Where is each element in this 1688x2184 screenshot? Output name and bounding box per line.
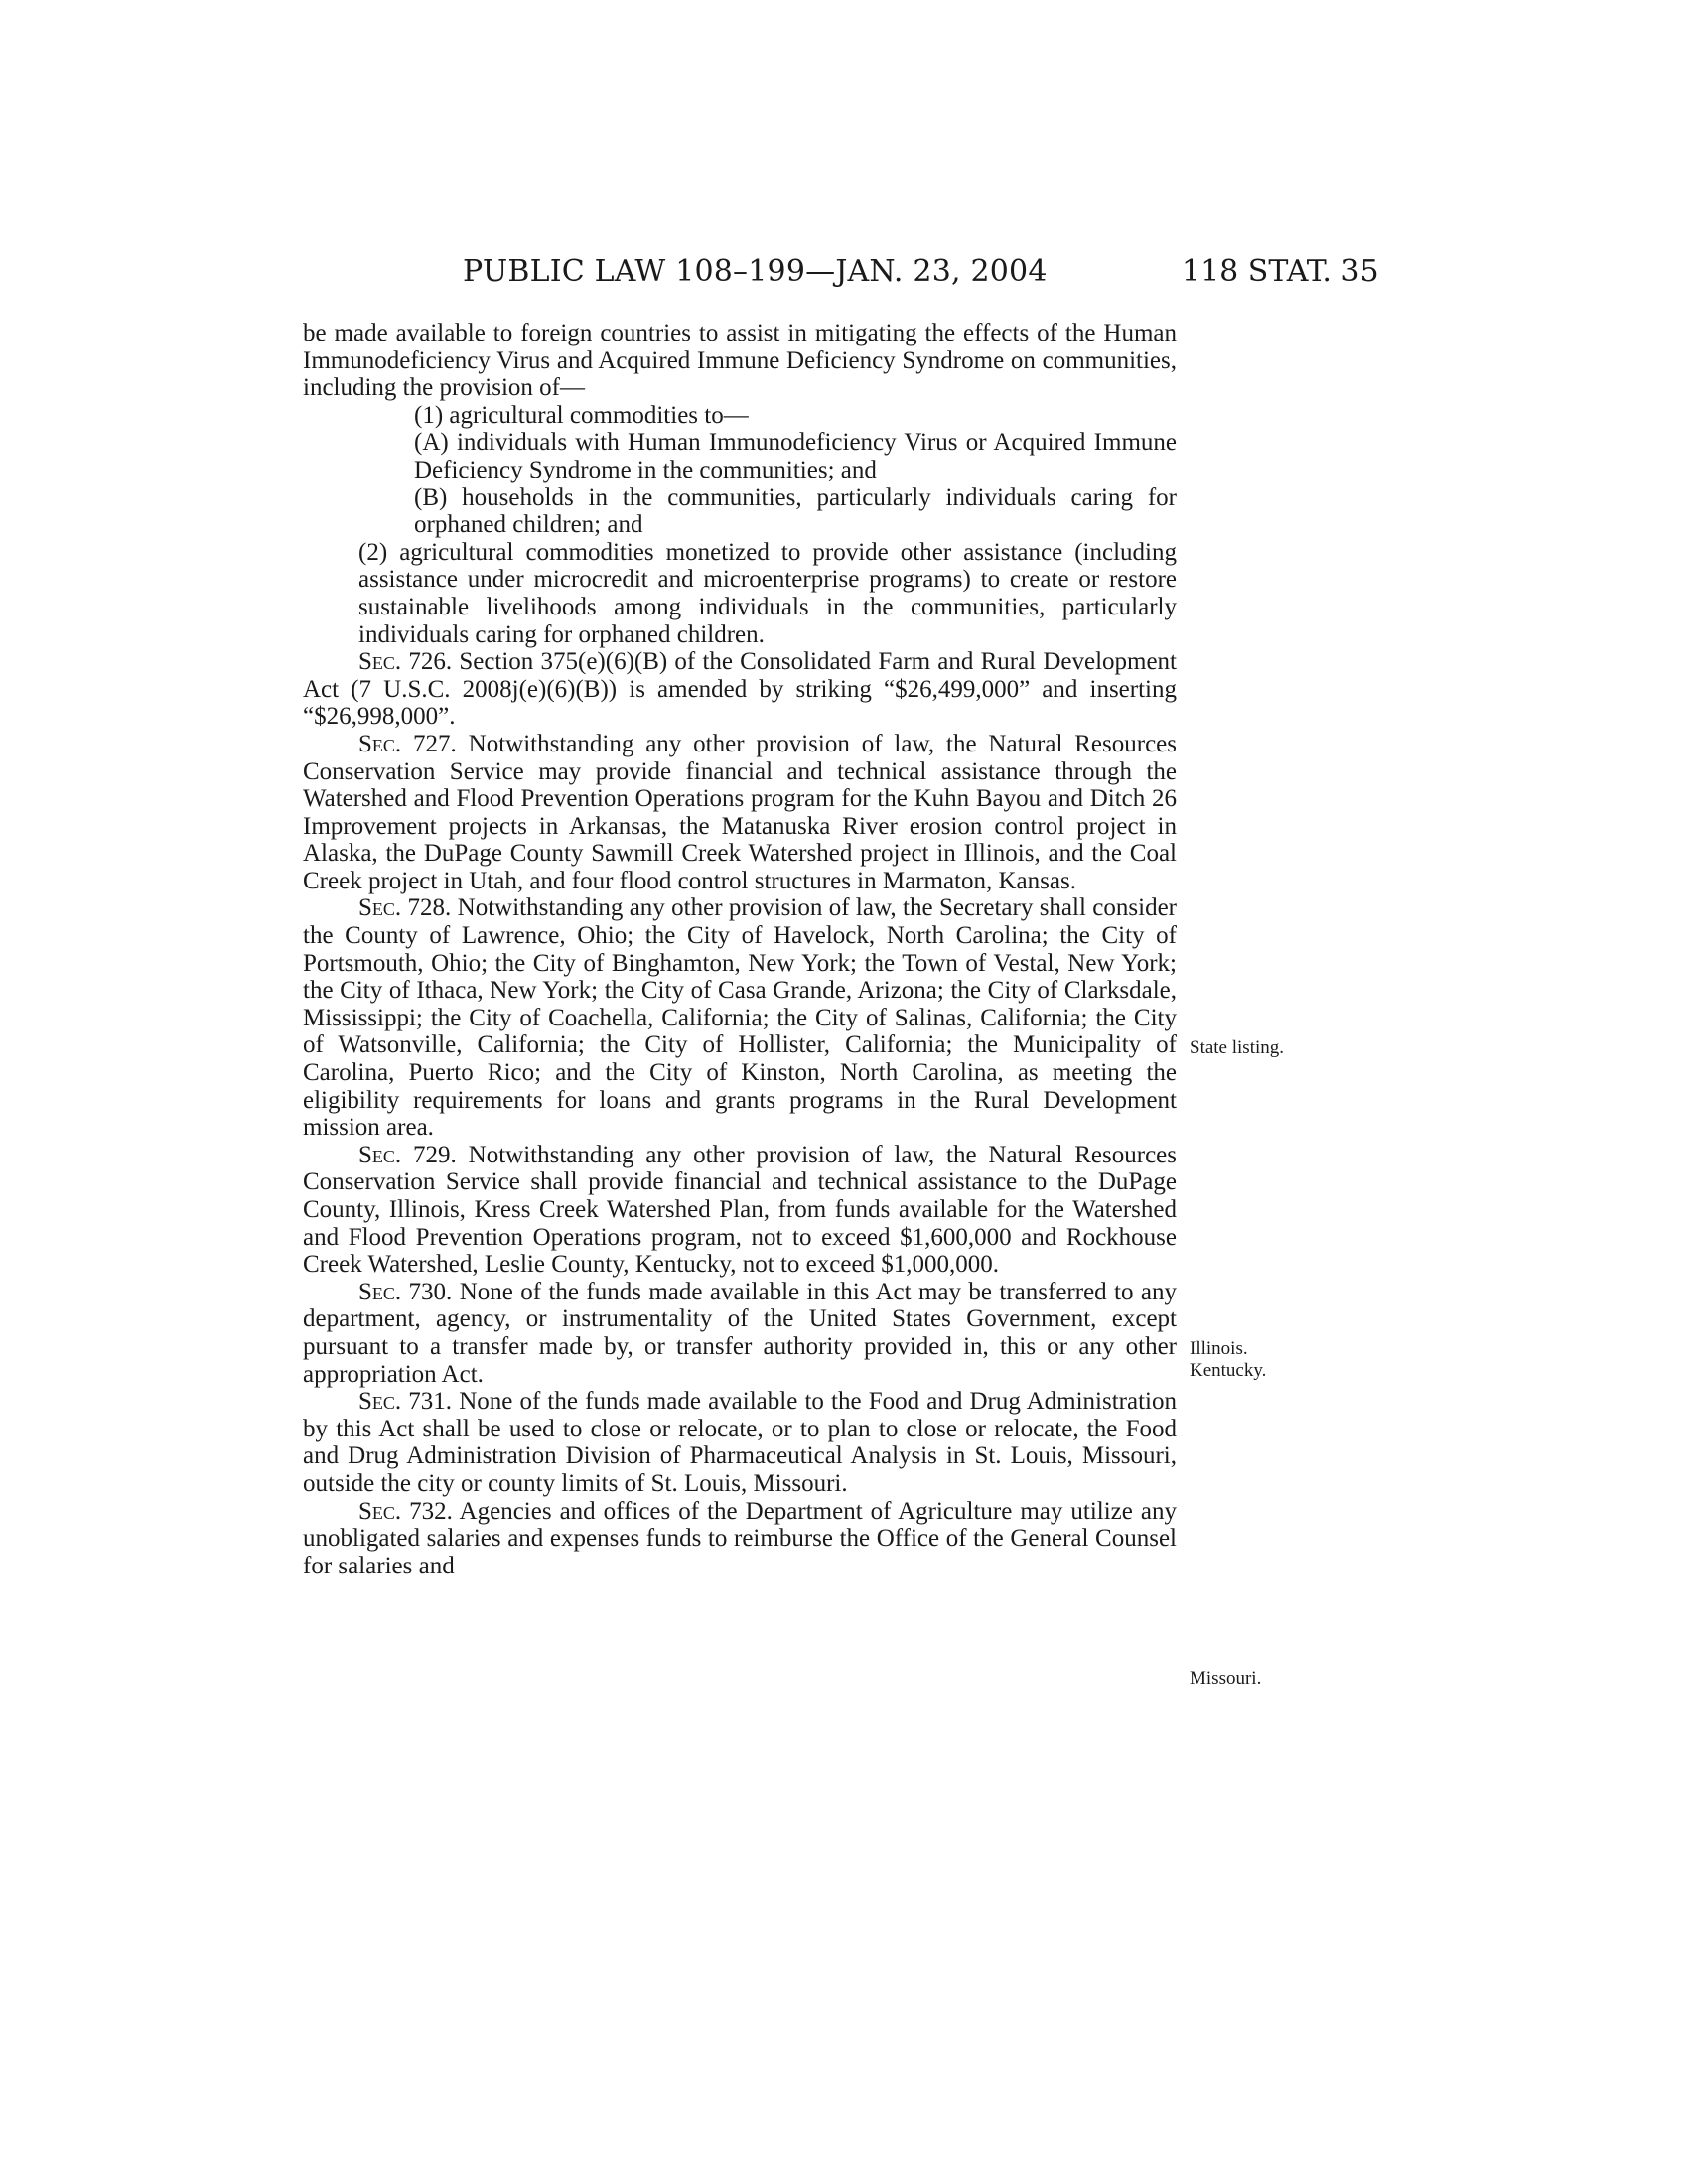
item-2: (2) agricultural commodities monetized to provide other assistance (including assistance under microcredit and microenterprise programs) to create or restore sustainable livelihoods among individuals in the communities, particularly individuals caring for orphaned children. — [358, 538, 1177, 648]
section-732: Sec. 732. Agencies and offices of the Department of Agriculture may utilize any unobligated salaries and expenses funds to reimburse the Office of the General Counsel for salaries and — [303, 1497, 1177, 1579]
item-1: (1) agricultural commodities to— — [414, 401, 749, 429]
sec-label: Sec. — [358, 894, 402, 922]
margin-note-missouri: Missouri. — [1190, 1668, 1262, 1689]
sec-label: Sec. — [358, 730, 402, 757]
section-726: Sec. 726. Section 375(e)(6)(B) of the Consolidated Farm and Rural Development Act (7 U.S.C. 2008j(e)(6)(B)) is amended by striking “$26,499,000” and inserting “$26,998,000”. — [303, 648, 1178, 731]
sec-label: Sec. — [358, 1278, 402, 1305]
section-731: Sec. 731. None of the funds made available to the Food and Drug Administration by this Act shall be used to close or relocate, or to plan to close or relocate, the Food and Drug Administration Division of Pharmaceutical Analysis in St. Louis, Missouri, outside the city or county limits of St. Louis, Missouri. — [303, 1388, 1177, 1497]
page-number: 118 STAT. 35 — [1182, 254, 1379, 289]
section-730: Sec. 730. None of the funds made available in this Act may be transferred to any department, agency, or instrumentality of the United States Government, except pursuant to a transfer made by, or transfer authority provided in, this or any other appropriation Act. — [303, 1278, 1177, 1388]
section-727: Sec. 727. Notwithstanding any other provision of law, the Natural Resources Conservation Service may provide financial and technical assistance through the Watershed and Flood Prevention Operations program for the Kuhn Bayou and Ditch 26 Improvement projects in Arkansas, the Matanuska River erosion control project in Alaska, the DuPage County Sawmill Creek Watershed project in Illinois, and the Coal Creek project in Utah, and four flood control structures in Marmaton, Kansas. — [303, 730, 1178, 894]
margin-note-state-listing: State listing. — [1190, 1037, 1284, 1058]
running-header-title: PUBLIC LAW 108–199—JAN. 23, 2004 — [463, 254, 1048, 289]
sec-label: Sec. — [358, 1141, 402, 1168]
statute-body — [303, 320, 1177, 1579]
section-729: Sec. 729. Notwithstanding any other provision of law, the Natural Resources Conservation Service shall provide financial and technical assistance to the DuPage County, Illinois, Kress Creek Watershed Plan, from funds available for the Watershed and Flood Prevention Operations program, not to exceed $1,600,000 and Rockhouse Creek Watershed, Leslie County, Kentucky, not to exceed $1,000,000. — [303, 1141, 1178, 1279]
item-1b: (B) households in the communities, particularly individuals caring for orphaned children; and — [414, 483, 1177, 539]
continuation-paragraph: be made available to foreign countries to assist in mitigating the effects of the Human Immunodeficiency Virus and Acquired Immune Deficiency Syndrome on communities, including the provision of— — [303, 320, 1177, 402]
margin-note-kentucky: Kentucky. — [1190, 1360, 1267, 1381]
section-728: Sec. 728. Notwithstanding any other provision of law, the Secretary shall consider the County of Lawrence, Ohio; the City of Havelock, North Carolina; the City of Portsmouth, Ohio; the City of Binghamton, New York; the Town of Vestal, New York; the City of Ithaca, New York; the City of Casa Grande, Arizona; the City of Clarksdale, Mississippi; the City of Coachella, California; the City of Salinas, California; the City of Watsonville, California; the City of Hollister, California; the Municipality of Carolina, Puerto Rico; and the City of Kinston, North Carolina, as meeting the eligibility requirements for loans and grants programs in the Rural Development mission area. — [303, 894, 1177, 1142]
sec-label: Sec. — [358, 1388, 402, 1416]
sec-label: Sec. — [358, 1497, 402, 1525]
margin-note-illinois: Illinois. — [1190, 1338, 1248, 1359]
sec-label: Sec. — [358, 648, 402, 676]
item-1a: (A) individuals with Human Immunodeficiency Virus or Acquired Immune Deficiency Syndrome in the communities; and — [414, 429, 1177, 483]
